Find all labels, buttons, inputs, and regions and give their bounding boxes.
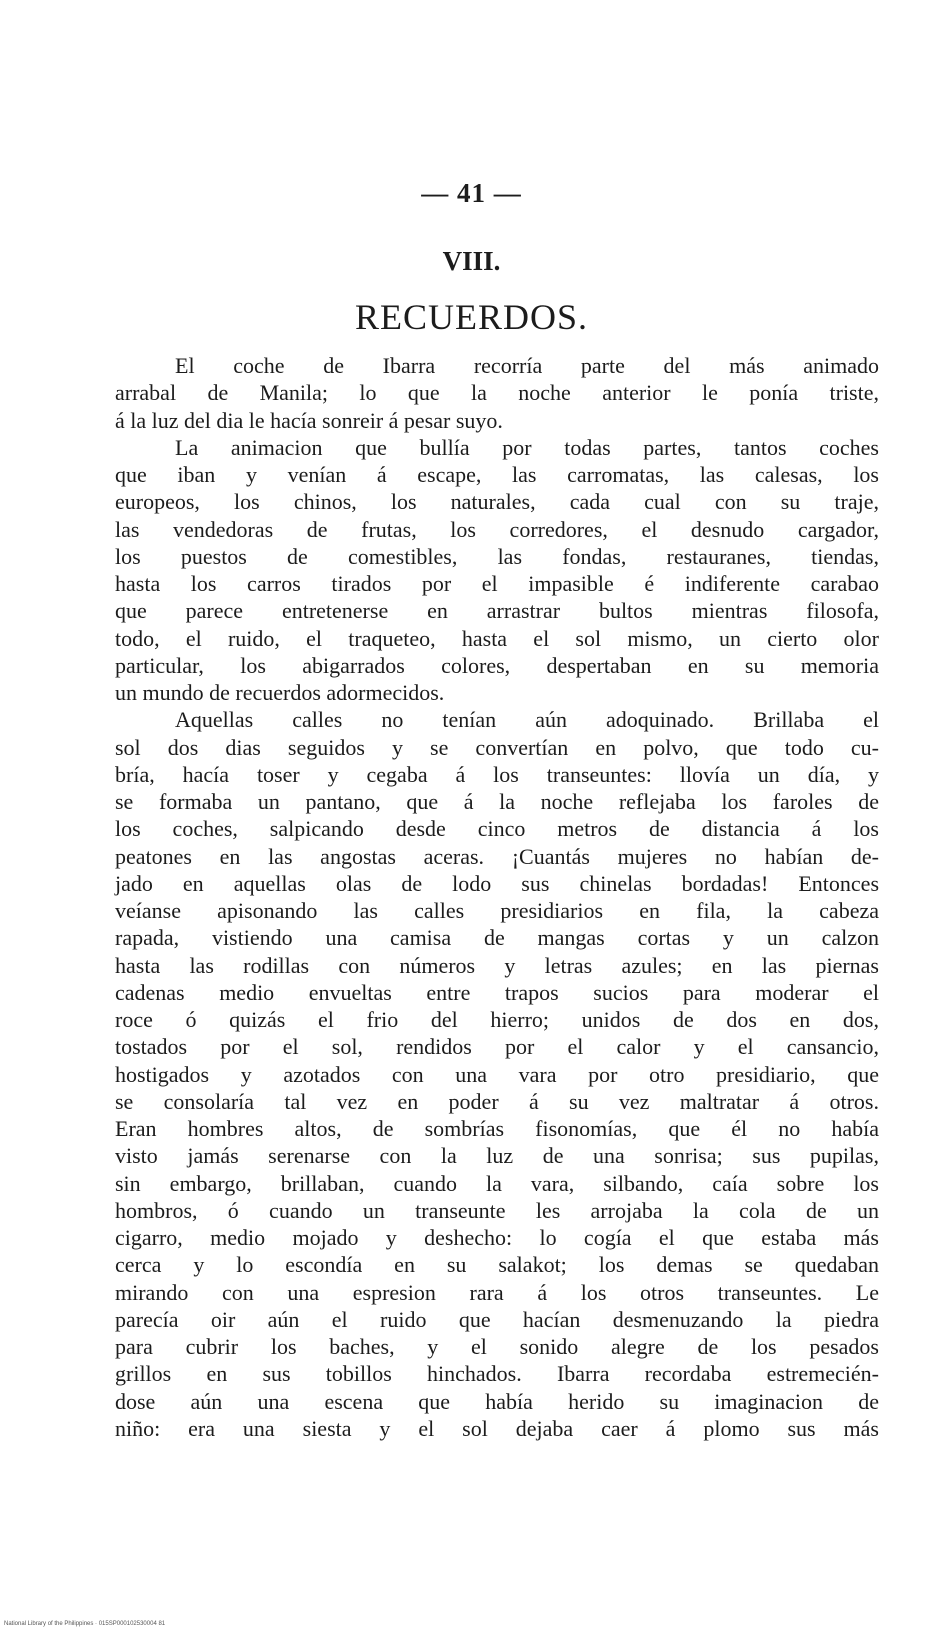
text-line: roce ó quizás el frio del hierro; unidos de dos en dos, <box>115 1007 879 1032</box>
paragraph <box>115 706 879 1442</box>
text-line: particular, los abigarrados colores, despertaban en su memoria <box>115 652 879 678</box>
text-line: tostados por el sol, rendidos por el calor y el cansancio, <box>115 1034 879 1060</box>
text-line: cadenas medio envueltas entre trapos sucios para moderar el <box>115 979 879 1005</box>
text-line: Eran hombres altos, de sombrías fisonomías, que él no había <box>115 1116 879 1141</box>
text-line: todo, el ruido, el traqueteo, hasta el sol mismo, un cierto olor <box>115 625 879 651</box>
text-line: se formaba un pantano, que á la noche reflejaba los faroles de <box>115 789 879 814</box>
chapter-number: VIII. <box>442 246 501 276</box>
text-line: á la luz del dia le hacía sonreir á pesar suyo. <box>115 407 503 433</box>
text-line: hostigados y azotados con una vara por otro presidiario, que <box>115 1061 879 1087</box>
text-line: se consolaría tal vez en poder á su vez maltratar á otros. <box>115 1088 879 1114</box>
text-line: un mundo de recuerdos adormecidos. <box>115 680 445 705</box>
body-text <box>115 352 879 1442</box>
text-line: Aquellas calles no tenían aún adoquinado. Brillaba el <box>175 707 879 733</box>
text-line: La animacion que bullía por todas partes, tantos coches <box>175 434 879 460</box>
text-line: los puestos de comestibles, las fondas, restauranes, tiendas, <box>115 543 879 569</box>
text-line: los coches, salpicando desde cinco metros de distancia á los <box>115 816 879 842</box>
text-line: europeos, los chinos, los naturales, cada cual con su traje, <box>115 489 879 515</box>
text-line: visto jamás serenarse con la luz de una sonrisa; sus pupilas, <box>115 1143 879 1169</box>
paragraph <box>115 352 879 434</box>
text-line: hasta las rodillas con números y letras azules; en las piernas <box>115 952 879 978</box>
text-line: arrabal de Manila; lo que la noche anterior le ponía triste, <box>115 380 879 406</box>
scan-footer: National Library of the Philippines · 015SP000102530004 81 <box>4 1621 166 1627</box>
text-line: cigarro, medio mojado y deshecho: lo cogía el que estaba más <box>115 1225 879 1250</box>
text-line: sin embargo, brillaban, cuando la vara, silbando, caía sobre los <box>115 1170 879 1196</box>
page-number: — 41 — <box>421 178 522 208</box>
text-line: mirando con una espresion rara á los otros transeuntes. Le <box>115 1279 879 1305</box>
text-line: que iban y venían á escape, las carromatas, las calesas, los <box>115 462 879 487</box>
text-line: grillos en sus tobillos hinchados. Ibarra recordaba estremecién- <box>115 1361 879 1387</box>
text-line: hasta los carros tirados por el impasible é indiferente carabao <box>115 571 879 596</box>
text-line: parecía oir aún el ruido que hacían desmenuzando la piedra <box>115 1306 879 1332</box>
text-line: peatones en las angostas aceras. ¡Cuantás mujeres no habían de- <box>115 843 879 869</box>
text-line: niño: era una siesta y el sol dejaba caer á plomo sus más <box>115 1415 879 1441</box>
text-line: para cubrir los baches, y el sonido alegre de los pesados <box>115 1334 879 1359</box>
paragraph <box>115 434 879 707</box>
text-line: rapada, vistiendo una camisa de mangas cortas y un calzon <box>115 925 879 951</box>
chapter-title: RECUERDOS. <box>354 297 589 337</box>
text-line: que parece entretenerse en arrastrar bultos mientras filosofa, <box>115 598 879 624</box>
text-line: El coche de Ibarra recorría parte del más animado <box>175 353 879 378</box>
text-line: veíanse apisonando las calles presidiarios en fila, la cabeza <box>115 898 879 923</box>
text-line: sol dos dias seguidos y se convertían en polvo, que todo cu- <box>115 734 879 760</box>
text-line: hombros, ó cuando un transeunte les arrojaba la cola de un <box>115 1197 879 1223</box>
text-line: bría, hacía toser y cegaba á los transeuntes: llovía un día, y <box>115 761 879 787</box>
text-line: cerca y lo escondía en su salakot; los demas se quedaban <box>115 1252 879 1278</box>
text-line: dose aún una escena que había herido su imaginacion de <box>115 1388 879 1414</box>
text-line: las vendedoras de frutas, los corredores, el desnudo cargador, <box>115 516 879 542</box>
text-line: jado en aquellas olas de lodo sus chinelas bordadas! Entonces <box>115 870 879 896</box>
